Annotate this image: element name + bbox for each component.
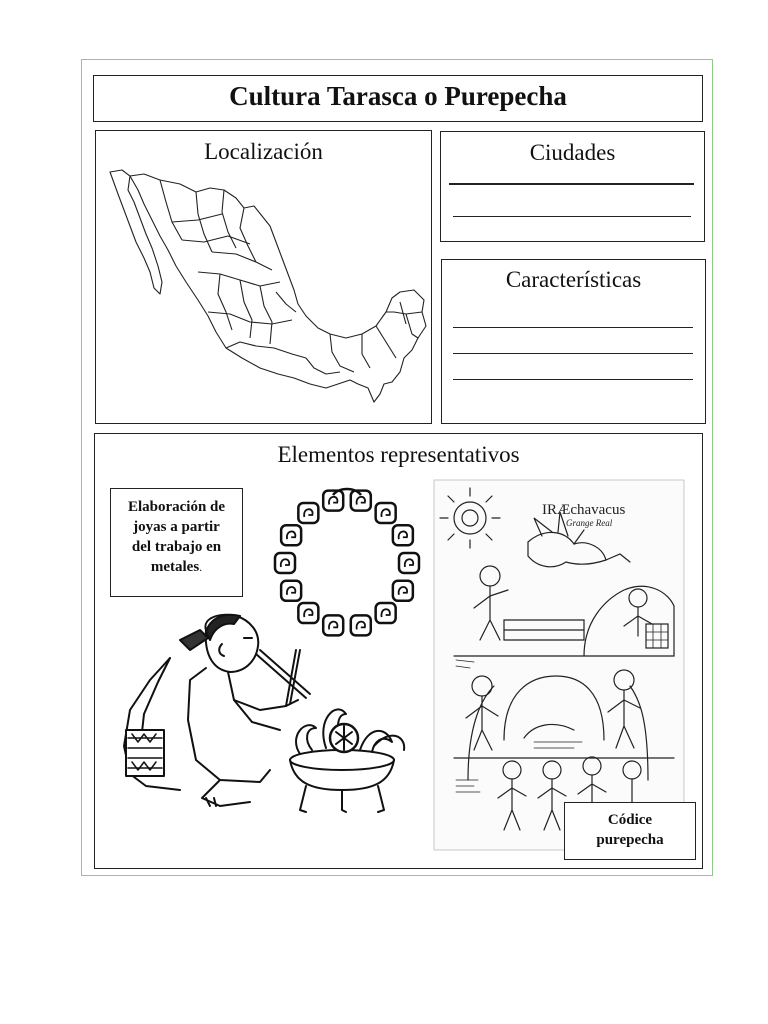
codex-illustration <box>434 480 684 850</box>
caracteristicas-answer-line[interactable] <box>453 379 693 380</box>
joyas-caption-period: . <box>199 560 203 574</box>
necklace-bead-spiral <box>405 559 413 567</box>
codice-caption-line: purepecha <box>596 832 664 848</box>
codex-caption: Grange Real <box>566 518 613 528</box>
necklace-bead-spiral <box>381 509 389 517</box>
caracteristicas-box <box>441 259 706 424</box>
joyas-caption-line: del trabajo en <box>131 539 222 555</box>
joyas-caption-word: metales <box>150 559 200 575</box>
elementos-heading: Elementos representativos <box>277 442 520 467</box>
joyas-caption-line: joyas a partir <box>133 519 220 535</box>
caracteristicas-heading: Características <box>505 267 642 292</box>
caracteristicas-answer-line[interactable] <box>453 353 693 354</box>
codice-caption-line: Códice <box>607 812 653 828</box>
ciudades-box <box>440 131 705 242</box>
caracteristicas-answer-line[interactable] <box>453 327 693 328</box>
ciudades-answer-line[interactable] <box>453 216 691 217</box>
necklace-bead-spiral <box>357 497 365 505</box>
localizacion-heading: Localización <box>204 139 323 164</box>
title-box <box>93 75 703 122</box>
necklace-bead-spiral <box>329 497 337 505</box>
necklace-bead-spiral <box>399 531 407 539</box>
joyas-caption-line: Elaboración de <box>127 499 226 515</box>
joyas-caption-line-last <box>111 557 242 577</box>
necklace-bead-spiral <box>399 587 407 595</box>
page-title: Cultura Tarasca o Purepecha <box>229 81 567 111</box>
joyas-caption-box <box>110 488 243 597</box>
ciudades-heading: Ciudades <box>529 140 616 165</box>
codice-caption-box <box>564 802 696 860</box>
necklace-bead-spiral <box>281 559 289 567</box>
mexico-map-image <box>100 162 430 412</box>
ciudades-answer-line[interactable] <box>449 183 694 185</box>
metalworker-illustration <box>110 610 420 820</box>
codex-inscription: IRÆchavacus <box>542 502 626 518</box>
